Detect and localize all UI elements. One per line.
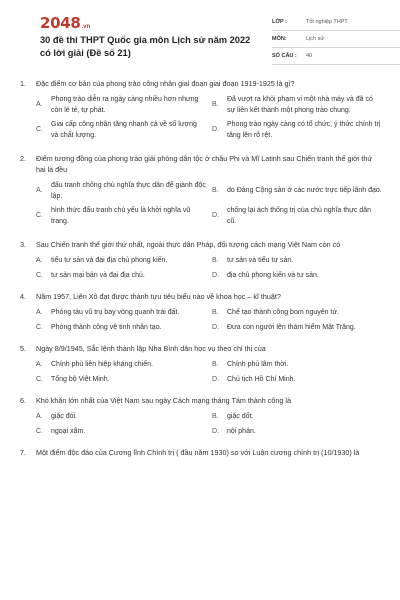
- question-stem: [20, 395, 382, 406]
- question-text: Sau Chiến tranh thế giới thứ nhất, ngoài thực dân Pháp, đối tượng cách mạng Việt Nam còn có: [36, 240, 341, 249]
- option-letter: A.: [36, 187, 43, 195]
- question-text: Ngày 8/9/1945, Sắc lệnh thành lập Nha Bình dân học vụ theo chỉ thị của: [36, 344, 266, 353]
- question-item: [20, 291, 382, 333]
- option-letter: C.: [36, 323, 43, 331]
- question-item: [20, 153, 382, 227]
- answer-options: [20, 181, 382, 227]
- answer-options: [20, 360, 382, 385]
- option-text: chống lại ách thống trị của chủ nghĩa thực dân cũ.: [227, 207, 372, 225]
- answer-option[interactable]: [36, 120, 206, 141]
- option-letter: A.: [36, 361, 43, 368]
- question-stem: [20, 239, 382, 250]
- answer-option[interactable]: [212, 360, 382, 371]
- answer-option[interactable]: [212, 412, 382, 423]
- option-text: ngoại xâm.: [51, 427, 86, 435]
- option-letter: B.: [212, 257, 219, 264]
- question-item: [20, 239, 382, 281]
- meta-row-subject: [272, 31, 400, 48]
- option-text: Tổng bộ Việt Minh.: [51, 375, 110, 383]
- question-text: Điểm tương đồng của phong trào giải phóng dân tộc ở châu Phi và Mĩ Latinh sau Chiến tranh thế giới thứ hai là đều: [36, 154, 373, 174]
- option-text: nội phản.: [227, 427, 256, 435]
- meta-key: SỐ CÂU :: [272, 53, 297, 59]
- answer-option[interactable]: [212, 120, 382, 141]
- option-text: Chính phủ liên hiệp kháng chiến.: [51, 361, 153, 368]
- question-number: 3.: [20, 240, 26, 249]
- answer-option[interactable]: [212, 375, 382, 386]
- question-text: Khó khăn lớn nhất của Việt Nam sau ngày Cách mạng tháng Tám thành công là: [36, 396, 291, 405]
- answer-options: [20, 95, 382, 141]
- answer-option[interactable]: [36, 360, 206, 371]
- option-letter: B.: [212, 309, 219, 316]
- option-text: Chế tạo thành công bom nguyên tử.: [227, 309, 340, 316]
- answer-option[interactable]: [36, 427, 206, 438]
- question-item: [20, 395, 382, 437]
- option-text: tiểu tư sản và đại địa chủ phong kiến.: [51, 257, 168, 264]
- option-letter: B.: [212, 413, 219, 420]
- meta-value: Tốt nghiệp THPT: [306, 19, 348, 25]
- answer-option[interactable]: [212, 271, 382, 282]
- answer-option[interactable]: [212, 308, 382, 319]
- document-title: 30 đề thi THPT Quốc gia môn Lịch sử năm 2022 có lời giải (Đề số 21): [40, 35, 251, 58]
- meta-value: 40: [306, 53, 313, 59]
- answer-option[interactable]: [36, 181, 206, 202]
- question-text: Năm 1957, Liên Xô đạt được thành tựu tiêu biểu nào về khoa học – kĩ thuật?: [36, 292, 281, 301]
- meta-key: MÔN:: [272, 36, 287, 42]
- answer-options: [20, 412, 382, 437]
- meta-table: [272, 14, 400, 65]
- answer-option[interactable]: [212, 95, 382, 116]
- question-number: 2.: [20, 154, 26, 163]
- question-item: [20, 447, 382, 458]
- question-item: [20, 343, 382, 385]
- answer-option[interactable]: [36, 412, 206, 423]
- option-letter: D.: [212, 427, 219, 435]
- answer-option[interactable]: [36, 206, 206, 227]
- option-text: Đưa con người lên thám hiểm Mặt Trăng.: [227, 323, 356, 331]
- option-letter: D.: [212, 126, 219, 134]
- question-text: Đặc điểm cơ bản của phong trào công nhân giai đoạn giai đoạn 1919-1925 là gì?: [36, 79, 295, 88]
- site-logo[interactable]: [40, 14, 90, 32]
- option-letter: D.: [212, 375, 219, 383]
- option-letter: C.: [36, 126, 43, 134]
- option-letter: C.: [36, 427, 43, 435]
- option-text: đấu tranh chống chủ nghĩa thực dân để giành độc lập.: [51, 182, 206, 200]
- question-stem: [20, 447, 382, 458]
- option-letter: D.: [212, 323, 219, 331]
- option-letter: C.: [36, 212, 43, 220]
- question-stem: [20, 153, 382, 175]
- answer-option[interactable]: [212, 181, 382, 202]
- option-text: Phóng thành công vệ tinh nhân tạo.: [51, 323, 162, 331]
- answer-option[interactable]: [36, 95, 206, 116]
- option-text: tư sản mại bản và đại địa chủ.: [51, 271, 145, 279]
- answer-option[interactable]: [36, 308, 206, 319]
- answer-options: [20, 308, 382, 333]
- answer-option[interactable]: [212, 427, 382, 438]
- option-text: hình thức đấu tranh chủ yếu là khởi nghĩa vũ trang.: [51, 207, 191, 225]
- option-text: Chính phủ lâm thời.: [227, 361, 289, 368]
- option-text: do Đảng Cộng sản ở các nước trực tiếp lãnh đạo.: [227, 187, 382, 195]
- option-text: Phong trào diễn ra ngày càng nhiều hơn nhưng còn lẻ tẻ, tự phát.: [51, 96, 199, 114]
- option-text: Giai cấp công nhân tăng nhanh cả về số lượng và chất lượng.: [51, 121, 197, 139]
- option-letter: A.: [36, 413, 43, 420]
- answer-option[interactable]: [36, 256, 206, 267]
- question-text: Một điểm độc đáo của Cương lĩnh Chính trị ( đầu năm 1930) so với Luận cương chính trị (10/1930) là: [36, 448, 360, 457]
- option-text: tư sản và tiểu tư sản.: [227, 257, 294, 264]
- option-letter: D.: [212, 271, 219, 279]
- option-text: địa chủ phong kiến và tư sản.: [227, 271, 319, 279]
- question-number: 6.: [20, 396, 26, 405]
- option-text: giặc đói.: [51, 413, 78, 420]
- logo-domain: .vn: [81, 24, 91, 30]
- meta-value: Lịch sử: [306, 36, 325, 42]
- option-text: Phong trào ngày càng có tổ chức, ý thức chính trị tăng lên rõ rệt.: [227, 121, 381, 139]
- option-letter: C.: [36, 375, 43, 383]
- answer-option[interactable]: [212, 206, 382, 227]
- question-item: [20, 78, 382, 141]
- answer-options: [20, 256, 382, 281]
- option-letter: A.: [36, 101, 43, 109]
- meta-row-grade: [272, 14, 400, 31]
- question-stem: [20, 343, 382, 354]
- option-letter: A.: [36, 257, 43, 264]
- option-text: giặc dốt.: [227, 413, 254, 420]
- logo-text: 2048: [40, 14, 81, 32]
- option-letter: B.: [212, 187, 219, 195]
- option-letter: B.: [212, 361, 219, 368]
- question-number: 5.: [20, 344, 26, 353]
- question-stem: [20, 291, 382, 302]
- question-number: 7.: [20, 448, 26, 457]
- answer-option[interactable]: [212, 323, 382, 334]
- question-list: [20, 78, 382, 468]
- option-letter: A.: [36, 309, 43, 316]
- option-letter: C.: [36, 271, 43, 279]
- meta-key: LỚP :: [272, 19, 287, 25]
- answer-option[interactable]: [36, 375, 206, 386]
- meta-row-count: [272, 48, 400, 65]
- answer-option[interactable]: [36, 271, 206, 282]
- question-stem: [20, 78, 382, 89]
- option-letter: B.: [212, 101, 219, 109]
- question-number: 1.: [20, 79, 26, 88]
- answer-option[interactable]: [212, 256, 382, 267]
- option-text: Phóng tàu vũ trụ bay vòng quanh trái đất.: [51, 309, 180, 316]
- option-text: Đã vượt ra khỏi phạm vi một nhà máy và đã có sự liên kết thành một phong trào chung.: [227, 96, 373, 114]
- option-text: Chủ tịch Hồ Chí Minh.: [227, 375, 296, 383]
- answer-option[interactable]: [36, 323, 206, 334]
- question-number: 4.: [20, 292, 26, 301]
- option-letter: D.: [212, 212, 219, 220]
